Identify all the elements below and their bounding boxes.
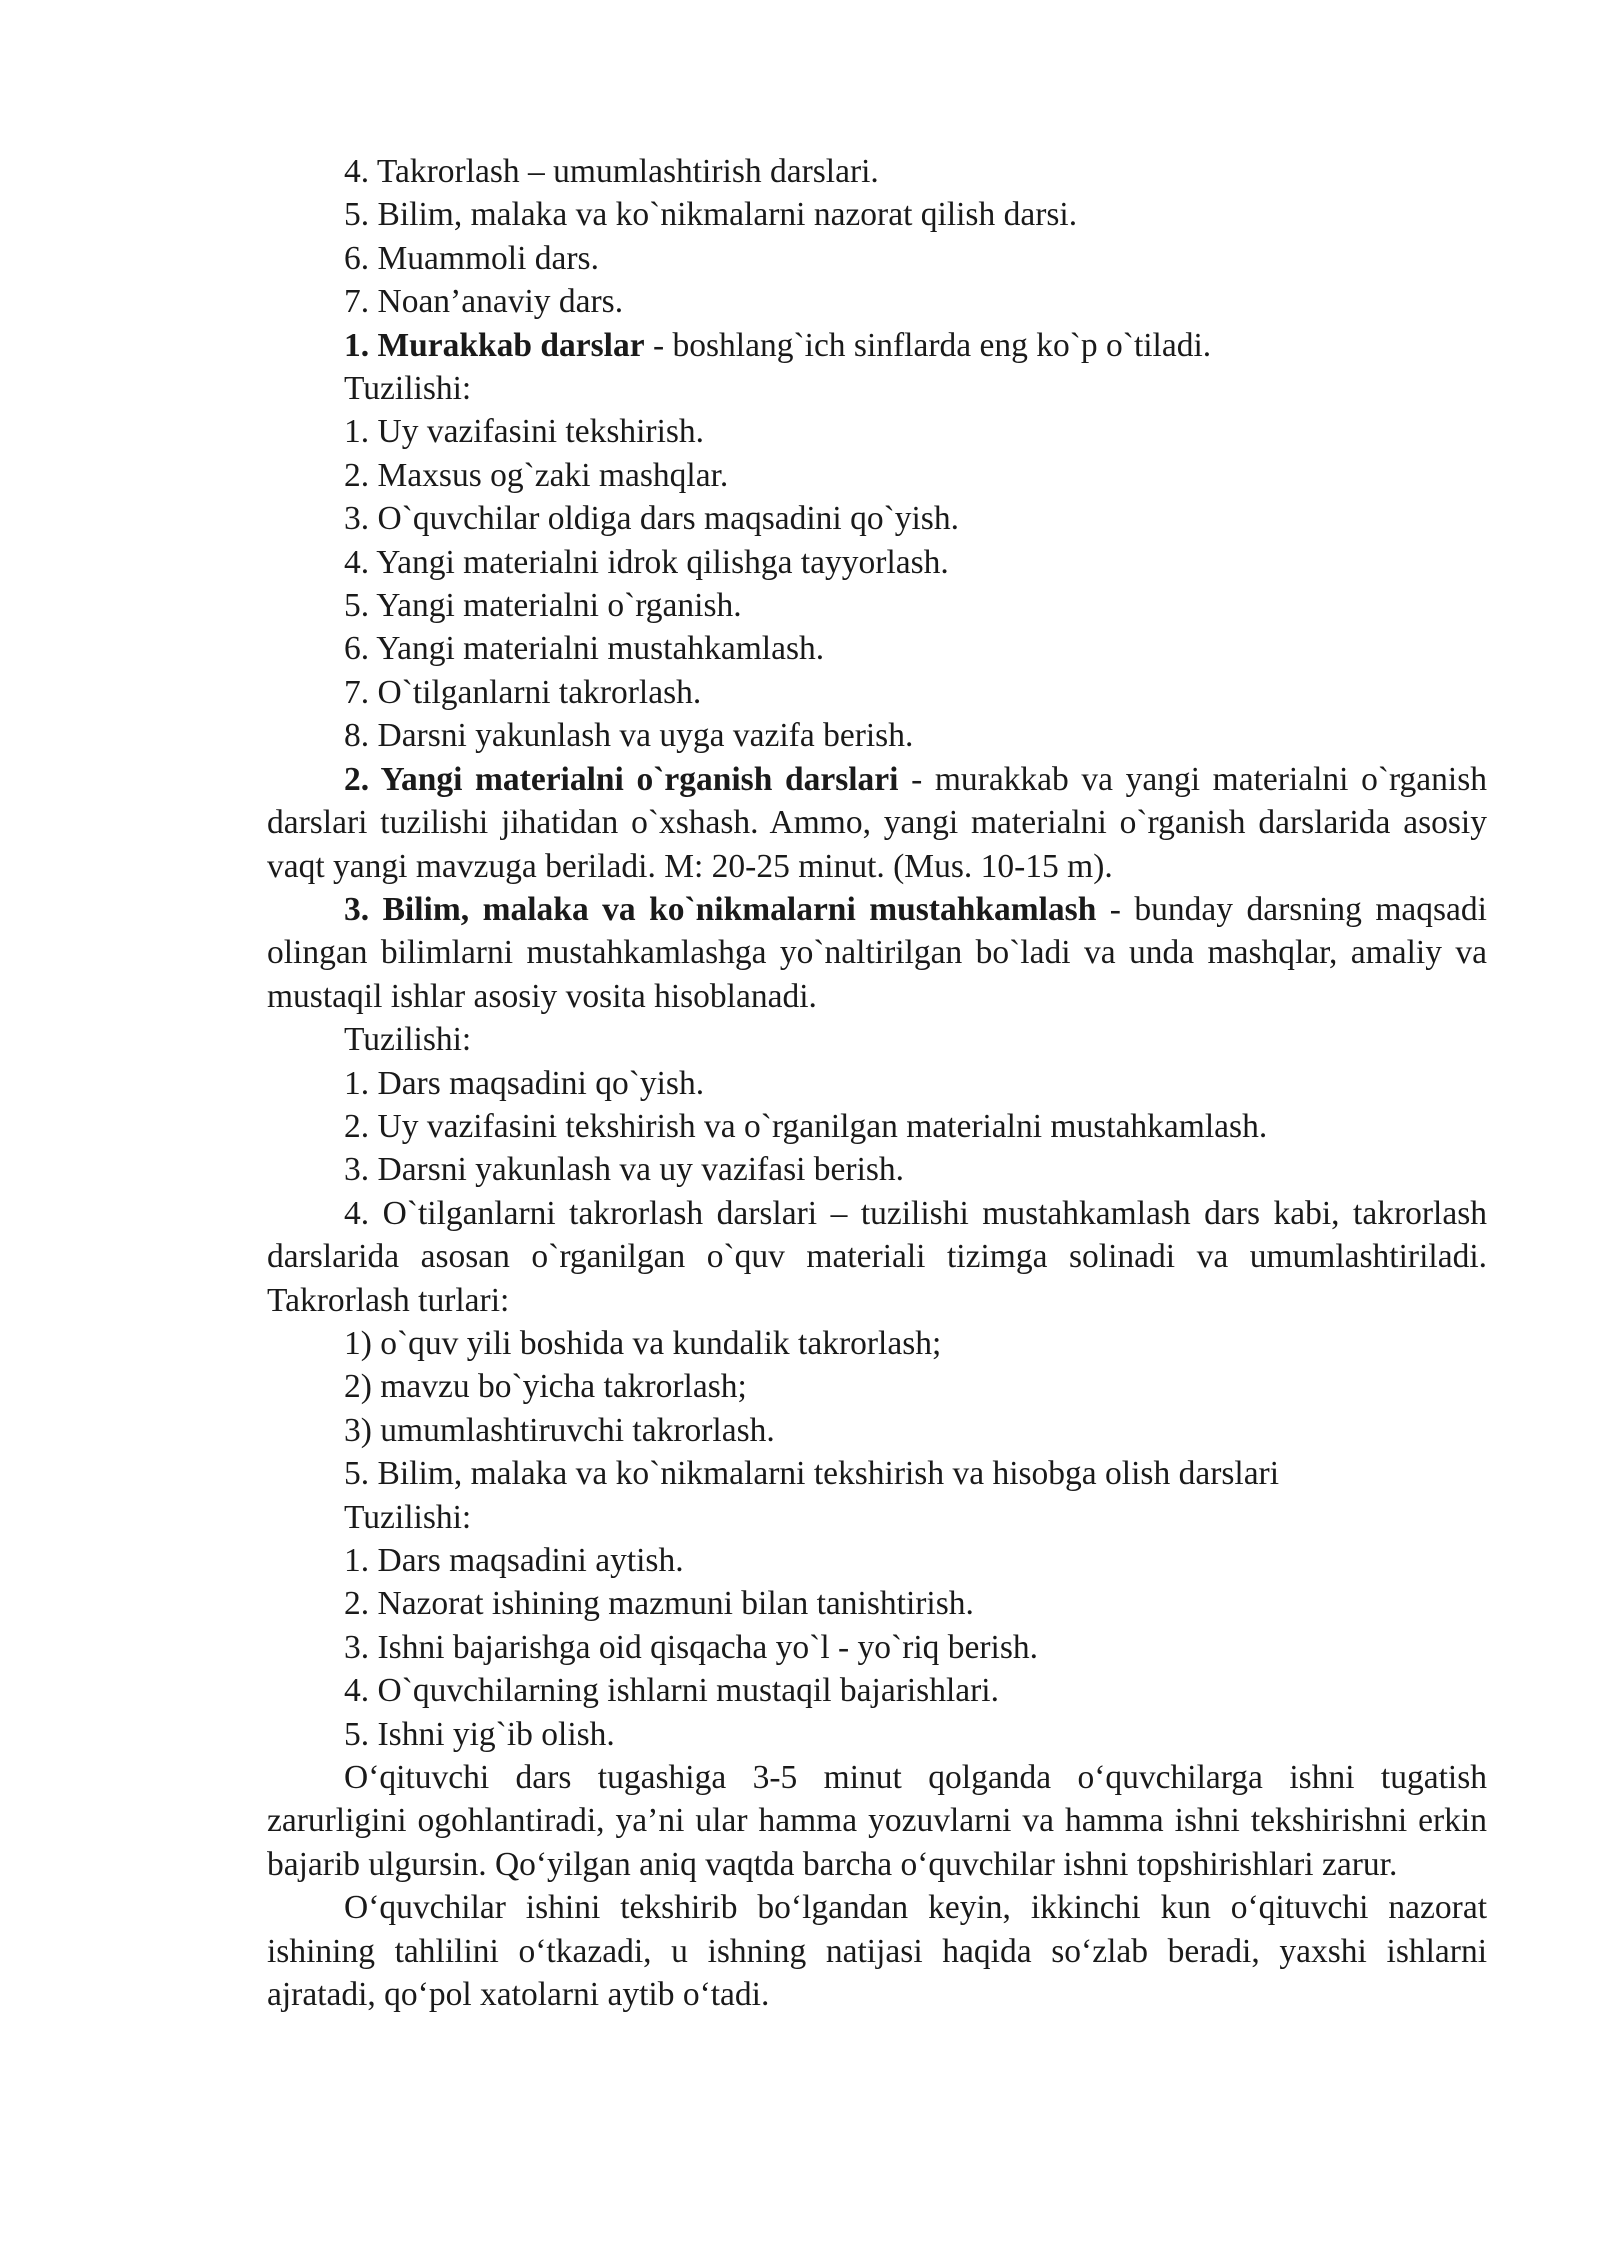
yangi-bold: 2. Yangi materialni o`rganish darslari bbox=[344, 760, 899, 798]
list-item: 5. Bilim, malaka va ko`nikmalarni nazorat qilish darsi. bbox=[344, 196, 1078, 234]
final-paragraph-2: O‘quvchilar ishini tekshirib bo‘lgandan keyin, ikkinchi kun o‘qituvchi nazorat ishining tahlilini o‘tkazadi, u ishning natijasi haqida so‘zlab beradi, yaxshi ishlarni ajratadi, qo‘pol xatolarni aytib o‘tadi. bbox=[267, 1889, 1487, 2014]
final-paragraph-1: O‘qituvchi dars tugashiga 3-5 minut qolganda o‘quvchilarga ishni tugatish zarurligini ogohlantiradi, ya’ni ular hamma yozuvlarni va hamma ishni tekshirishni erkin bajarib ulgursin. Qo‘yilgan aniq vaqtda barcha o‘quvchilar ishni topshirishlari zarur. bbox=[267, 1759, 1487, 1883]
murakkab-step: 5. Yangi materialni o`rganish. bbox=[344, 587, 742, 625]
mustahkam-step: 2. Uy vazifasini tekshirish va o`rganilgan materialni mustahkamlash. bbox=[344, 1107, 1268, 1145]
list-item: 6. Muammoli dars. bbox=[344, 239, 599, 277]
nazorat-step: 2. Nazorat ishining mazmuni bilan tanishtirish. bbox=[344, 1585, 974, 1623]
nazorat-step: 3. Ishni bajarishga oid qisqacha yo`l - yo`riq berish. bbox=[344, 1628, 1039, 1666]
takror-type: 2) mavzu bo`yicha takrorlash; bbox=[344, 1368, 747, 1406]
tuzilishi-label: Tuzilishi: bbox=[344, 1021, 472, 1059]
nazorat-step: 4. O`quvchilarning ishlarni mustaqil bajarishlari. bbox=[344, 1672, 999, 1710]
murakkab-step: 1. Uy vazifasini tekshirish. bbox=[344, 413, 705, 451]
murakkab-step: 7. O`tilganlarni takrorlash. bbox=[344, 673, 702, 711]
tuzilishi-label: Tuzilishi: bbox=[344, 370, 472, 408]
murakkab-bold: 1. Murakkab darslar bbox=[344, 326, 645, 364]
murakkab-heading bbox=[267, 324, 1487, 367]
mustahkam-bold: 3. Bilim, malaka va ko`nikmalarni mustahkamlash bbox=[344, 890, 1097, 928]
mustahkam-step: 1. Dars maqsadini qo`yish. bbox=[344, 1064, 705, 1102]
murakkab-step: 4. Yangi materialni idrok qilishga tayyorlash. bbox=[344, 543, 949, 581]
nazorat-step: 5. Ishni yig`ib olish. bbox=[344, 1715, 615, 1753]
takror-type: 1) o`quv yili boshida va kundalik takrorlash; bbox=[344, 1324, 942, 1362]
takror-paragraph: 4. O`tilganlarni takrorlash darslari – tuzilishi mustahkamlash dars kabi, takrorlash darslarida asosan o`rganilgan o`quv materiali tizimga solinadi va umumlashtiriladi. Takrorlash turlari: bbox=[267, 1194, 1487, 1319]
mustahkam-text: - bunday darsning maqsadi olingan bilimlarni mustahkamlashga yo`naltirilgan bo`ladi va unda mashqlar, amaliy va mustaqil ishlar asosiy vosita hisoblanadi. bbox=[267, 890, 1487, 1015]
murakkab-step: 3. O`quvchilar oldiga dars maqsadini qo`yish. bbox=[344, 500, 959, 538]
nazorat-title: 5. Bilim, malaka va ko`nikmalarni tekshirish va hisobga olish darslari bbox=[344, 1455, 1280, 1493]
takror-type: 3) umumlashtiruvchi takrorlash. bbox=[344, 1411, 775, 1449]
murakkab-step: 6. Yangi materialni mustahkamlash. bbox=[344, 630, 825, 668]
mustahkam-paragraph bbox=[267, 888, 1487, 1018]
nazorat-step: 1. Dars maqsadini aytish. bbox=[344, 1542, 684, 1579]
yangi-text: - murakkab va yangi materialni o`rganish darslari tuzilishi jihatidan o`xshash. Ammo, yangi materialni o`rganish darslarida asosiy vaqt yangi mavzuga beriladi. M: 20-25 minut. (Mus. 10-15 m). bbox=[267, 760, 1487, 885]
list-item: 7. Noan’anaviy dars. bbox=[344, 283, 624, 321]
list-item: 4. Takrorlash – umumlashtirish darslari. bbox=[344, 153, 879, 190]
murakkab-step: 2. Maxsus og`zaki mashqlar. bbox=[344, 456, 729, 494]
murakkab-text: - boshlang`ich sinflarda eng ko`p o`tiladi. bbox=[644, 326, 1212, 364]
document-page bbox=[267, 150, 1487, 2016]
yangi-paragraph bbox=[267, 758, 1487, 888]
mustahkam-step: 3. Darsni yakunlash va uy vazifasi berish. bbox=[344, 1151, 905, 1189]
tuzilishi-label: Tuzilishi: bbox=[344, 1498, 472, 1536]
murakkab-step: 8. Darsni yakunlash va uyga vazifa berish. bbox=[344, 717, 914, 755]
